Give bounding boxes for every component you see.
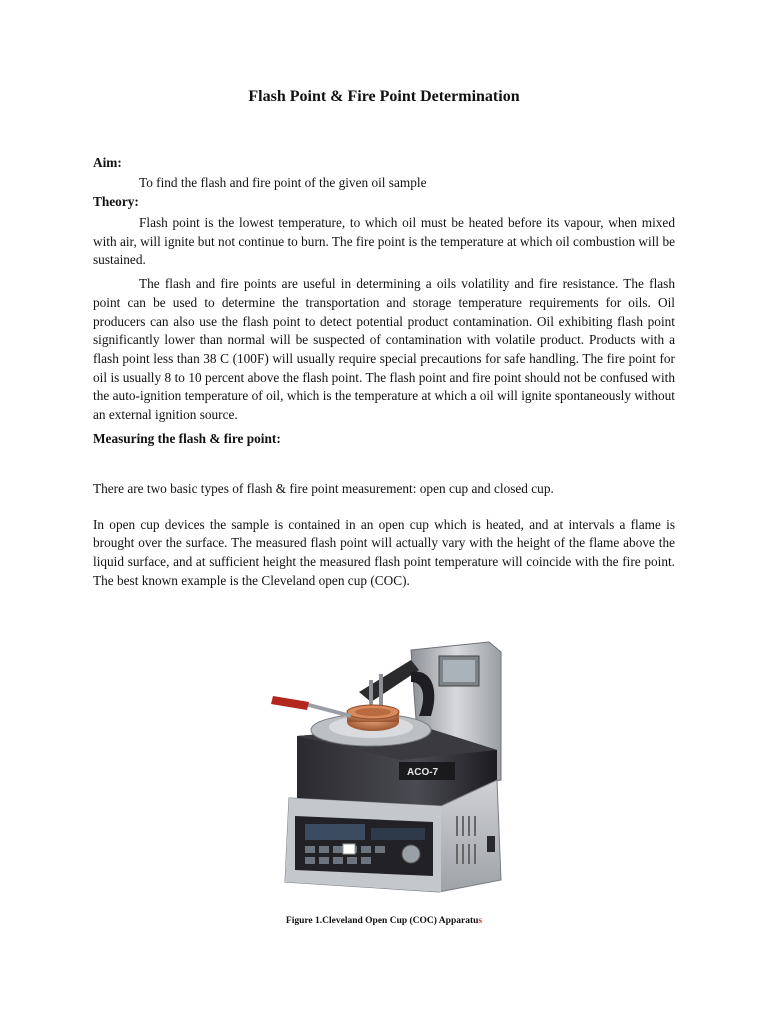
measuring-paragraph-1: There are two basic types of flash & fire point measurement: open cup and closed cup. (93, 481, 554, 496)
measuring-paragraph-2: In open cup devices the sample is contained in an open cup which is heated, and at intervals a flame is brought over the surface. The measured flash point will actually vary with the height of the flame above the liquid surface, and at sufficient height the measured flash point temperature will coincide with the fire point. The best known example is the Cleveland open cup (COC). (93, 516, 675, 588)
apparatus-figure (261, 630, 511, 896)
figure-caption-main: Figure 1.Cleveland Open Cup (COC) Apparatu (285, 916, 479, 926)
measuring-section (93, 480, 675, 591)
coc-apparatus-illustration (261, 630, 511, 896)
page-title: Flash Point & Fire Point Determination (248, 88, 520, 105)
theory-heading: Theory: (93, 194, 139, 210)
aim-heading: Aim: (93, 155, 122, 170)
aim-section (93, 154, 675, 212)
figure-caption (0, 916, 768, 926)
figure-caption-tail: s (478, 916, 483, 926)
device-label: ACO-7 (407, 767, 439, 778)
aim-text: To find the flash and fire point of the given oil sample (139, 174, 427, 190)
theory-paragraph-1: Flash point is the lowest temperature, to which oil must be heated before its vapour, when mixed with air, will ignite but not continue to burn. The fire point is the temperature at which oil combustion will be sustained. (93, 215, 675, 268)
measuring-heading: Measuring the flash & fire point: (93, 430, 281, 446)
theory-paragraph-2: The flash and fire points are useful in determining a oils volatility and fire resistance. The flash point can be used to determine the transportation and storage temperature requirements for oils. Oil producers can also use the flash point to detect potential product contamination. Oil exhibiting flash point significantly lower than normal will be suspected of contamination with volatile product. Products with a flash point less than 38 C (100F) will usually require special precautions for safe handling. The fire point for oil is usually 8 to 10 percent above the flash point. The flash point and fire point should not be confused with the auto-ignition temperature of oil, which is the temperature at which a oil will ignite spontaneously without an external ignition source. (93, 276, 675, 423)
theory-section (93, 214, 675, 448)
